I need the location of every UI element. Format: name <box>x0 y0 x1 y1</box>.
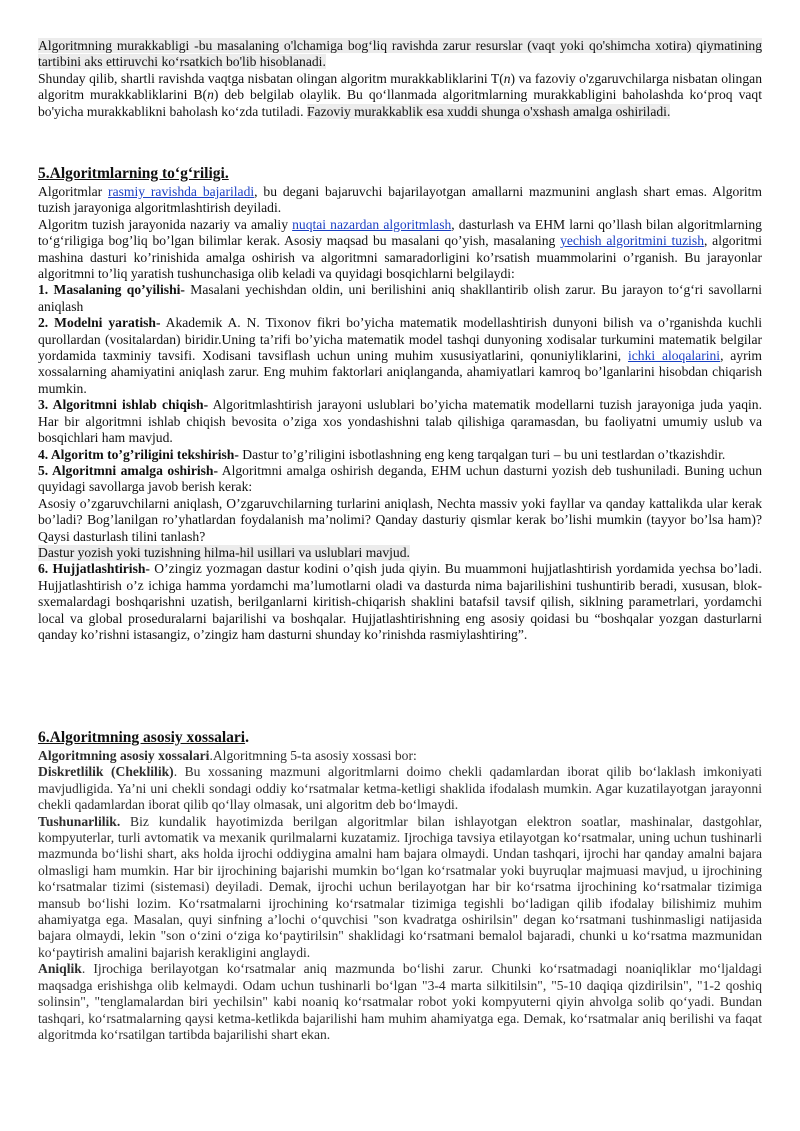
property-precision <box>38 961 762 1043</box>
step-4 <box>38 447 762 463</box>
step-5-note: Dastur yozish yoki tuzishning hilma-hil usillari va uslublari mavjud. <box>38 544 410 560</box>
step-3 <box>38 397 762 446</box>
s5-p2-text-c: , algoritmi mashina dasturi ko’rinishida amalga oshirish va algoritmni samaradorligini ko’rsatish muammolarini o’rganish. Bu jarayonlar algoritmni to’liq yaratish tushunchasiga olib keladi va quyidagi bosqichlarni belgilaydi: <box>38 233 762 282</box>
step-6 <box>38 561 762 643</box>
var-n-1: n <box>503 70 511 86</box>
s6-intro <box>38 748 762 764</box>
step-1 <box>38 282 762 315</box>
step-2-text-a: Akademik A. N. Tixonov fikri bo’yicha matematik modellashtirish dunyoni bilish va o’rganishda kuchli qurollardan (vositalardan) biridir.Uning ta’rifi bo’yicha matematik model tashqi dunyoning xodisalar turkumini matematik belgilar yordamida taxminiy tavsifi. Xodisani tavsiflash uchun uning muhim xususiyatlarini, qonuniyliklarini, <box>38 315 762 364</box>
step-1-title: 1. Masalaning qo’yilishi- <box>38 282 185 298</box>
link-nuqtai-nazardan-algoritmlash[interactable]: nuqtai nazardan algoritmlash <box>292 216 452 232</box>
step-3-title: 3. Algoritmni ishlab chiqish- <box>38 397 209 413</box>
step-5 <box>38 463 762 496</box>
s5-p2-text-a: Algoritm tuzish jarayonida nazariy va amaliy <box>38 216 293 232</box>
step-5-title: 5. Algoritmni amalga oshirish- <box>38 462 219 478</box>
s5-paragraph-1 <box>38 184 762 217</box>
intro-p2-text-b: ) va fazoviy o'zgaruvchilarga nisbatan olingan algoritm murakkabliklarini B( <box>38 70 762 103</box>
property-discreteness-title: Diskretlilik (Cheklilik) <box>38 764 174 780</box>
intro-p2-text-a: Shunday qilib, shartli ravishda vaqtga nisbatan olingan algoritm murakkabliklarini T( <box>38 70 504 86</box>
section-5-body <box>38 184 762 643</box>
step-3-text: Algoritmlashtirish jarayoni uslublari bo’yicha matematik modellarni tuzish jarayoniga juda yaqin. Har bir algoritmni ishlab chiqish bevosita o’ziga xos yondashishni talab qilishiga qaramasdan, bu faoliyatni umumiy uslub va bosqichlari ham mavjud. <box>38 397 762 446</box>
s5-p1-text-a: Algoritmlar <box>38 184 109 199</box>
property-discreteness-text: . Bu xossaning mazmuni algoritmlarni doimo chekli qadamlardan iborat qilib bo‘laklash imkoniyati mavjudligida. Ya’ni uni chekli sondagi oddiy ko‘rsatmalar ketma-ketligi shaklida ifodalash mumkin. Agar kuzatilayotgan jarayonni chekli qadamlardan iborat qilib qo‘llay olmasak, uni algoritm deb bo‘lmaydi. <box>38 764 762 813</box>
property-clarity-title: Tushunarlilik. <box>38 813 121 829</box>
step-6-title: 6. Hujjatlashtirish- <box>38 561 150 577</box>
intro-p2-text-c: ) deb belgilab olaylik. Bu qo‘llanmada algoritmlarning murakkabligini baholashda ko‘proq vaqt bo'yicha murakkablikni baholash ko‘zda tutiladi. <box>38 87 762 119</box>
complexity-definition: Algoritmning murakkabligi -bu masalaning o'lchamiga bog‘liq ravishda zarur resurslar (vaqt yoki qo'shimcha xotira) qiymatining tartibini aks ettiruvchi ko‘rsatkich bo'lib hisoblanadi. <box>38 38 762 70</box>
var-n-2: n <box>207 87 214 103</box>
step-4-text: Dastur to’g’riligini isbotlashning eng keng tarqalgan turi – bu uni testlardan o’tkazishdir. <box>238 446 726 462</box>
step-5-questions: Asosiy o’zgaruvchilarni aniqlash, O’zgaruvchilarning turlarini aniqlash, Nechta massiv yoki fayllar va qanday kattalikda ular kerak bo’ladi? Bog’lanilgan ro’yhatlardan foydalanish ma’nolimi? Qanday dasturiy qismlar kerak bo’lishi mumkin (tayyor bo’lsa ham)? Qaysi dasturlash tilini tanlash? <box>38 495 762 544</box>
property-clarity <box>38 814 762 962</box>
step-5-text: Algoritmni amalga oshirish deganda, EHM uchun dasturni yozish deb tushuniladi. Buning uchun quyidagi savollarga javob berish kerak: <box>38 462 762 495</box>
section-6-title: 6.Algoritmning asosiy xossalari <box>38 729 246 746</box>
link-rasmiy-ravishda-bajariladi[interactable]: rasmiy ravishda bajariladi <box>108 184 255 199</box>
s6-intro-text: .Algoritmning 5-ta asosiy xossasi bor: <box>209 748 417 763</box>
step-2-title: 2. Modelni yaratish- <box>38 315 161 331</box>
link-yechish-algoritmini-tuzish[interactable]: yechish algoritmini tuzish <box>560 233 704 249</box>
section-5-heading <box>38 164 762 184</box>
step-2-text-b: , ayrim xossalarning ahamiyatini aniqlash zarur. Eng muhim faktorlari aniqlanganda, ahamiyatlari kamroq bo’lganlarini hisobdan chiqarish mumkin. <box>38 348 762 396</box>
section-6-heading <box>38 728 762 748</box>
s5-paragraph-2 <box>38 217 762 283</box>
step-6-text: O’zingiz yozmagan dastur kodini o’qish juda qiyin. Bu muammoni hujjatlashtirish yordamida yechsa bo’ladi. Hujjatlashtirish o’z ichiga hamma yordamchi ma’lumotlarni oladi va dasturda nima bajarilishini tushuntirib beradi, xususan, blok-sxemalardagi boshqarishni uzatish, berilganlarni kiritish-chiqarish shaklini batafsil tavsif qilish, siklning parametrlari, yordamchi local va global proseduralarni bajarilishi va boshqalar. Hujjatlashtirishning eng asosiy qoidasi bu “boshqalar yozgan dasturlarni qanday ko’rishni istasangiz, o’zingiz ham dasturni shunday ko’rinishda rasmiylashtiring”. <box>38 561 762 642</box>
step-1-text: Masalani yechishdan oldin, uni berilishini aniq shakllantirib olish zarur. Bu jarayon to‘g‘ri savollarni aniqlash <box>38 282 762 314</box>
intro-paragraph-1 <box>38 38 762 71</box>
intro-paragraph-2 <box>38 71 762 120</box>
property-discreteness <box>38 764 762 813</box>
s5-p1-text-b: , bu degani bajaruvchi bajarilayotgan amallarni mazmunini anglash shart emas. Algoritm tuzish jarayoniga algoritmlashtirish deyiladi. <box>38 184 762 216</box>
property-precision-title: Aniqlik <box>38 961 82 977</box>
link-ichki-aloqalarini[interactable]: ichki aloqalarini <box>627 348 721 364</box>
section-5-title: 5.Algoritmlarning to‘g‘riligi. <box>38 165 229 182</box>
s5-p2-text-b: , dasturlash va EHM larni qo’llash bilan algoritmlarning to‘g‘riligiga bog’liq bo’lgan bilimlar kerak. Asosiy maqsad bu masalani qo’yish, masalaning <box>38 216 762 249</box>
s6-intro-bold: Algoritmning asosiy xossalari <box>38 748 210 763</box>
property-precision-text: . Ijrochiga berilayotgan ko‘rsatmalar aniq mazmunda bo‘lishi zarur. Chunki ko‘rsatmadagi noaniqliklar mo‘ljaldagi maqsadga erishishga olib kelmaydi. Odam uchun tushinarli bo‘lgan "3-4 marta silkitilsin", "5-10 daqiqa qizdirilsin", "1-2 qoshiq solinsin", "tenglamalardan biri yechilsin" kabi noaniq ko‘rsatmalar robot yoki kompyuterni qiyin ahvolga solib qo‘yadi. Bundan tashqari, ko‘rsatmalarning qaysi ketma-ketlikda bajarilishi ham muhim ahamiyatga ega. Demak, ko‘rsatmalar aniq berilishi va faqat algoritmda ko‘rsatilgan tartibda bajarilishi shart ekan. <box>38 961 762 1042</box>
property-clarity-text: Biz kundalik hayotimizda berilgan algoritmlar bilan ishlayotgan elektron soatlar, mashinalar, dastgohlar, kompyuterlar, turli avtomatik va mexanik qurilmalarni kuzatamiz. Ijrochiga tavsiya etilayotgan ko‘rsatmalar, uning uchun tushinarli mazmunda bo‘lishi shart, aks holda ijrochi oddiygina amalni ham bajara olmaydi. Undan tashqari, ijrochi har qanday amalni bajara olmasligi ham mumkin. Har bir ijrochining bajarishi mumkin bo‘lgan ko‘rsatmalar yoki buyruqlar majmuasi mavjud, u ijrochining ko‘rsatmalar tizimi (sistemasi) deyiladi. Demak, ijrochi uchun berilayotgan har bir ko‘rsatma ijrochining ko‘rsatmalar tizimiga mansub bo‘lishi lozim. Ko‘rsatmalarni ijrochining ko‘rsatmalar tizimiga tegishli bo‘ladigan qilib ifodalay bilishimiz muhim ahamiyatga ega. Masalan, quyi sinfning a’lochi o‘quvchisi "son kvadratga oshirilsin" degan ko‘rsatmani tushinmasligi natijasida bajara olmaydi, lekin "son o‘zini o‘ziga ko‘paytirilsin" shaklidagi ko‘rsatmani bemalol bajaradi, chunki u ko‘rsatma mazmunidan ko‘paytirish amalini bajarish kerakligini anglaydi. <box>38 813 762 960</box>
section-6-title-dot: . <box>245 729 249 746</box>
step-2 <box>38 315 762 397</box>
step-4-title: 4. Algoritm to’g’riligini tekshirish- <box>38 446 239 462</box>
section-6-body <box>38 748 762 1043</box>
intro-p2-text-d: Fazoviy murakkablik esa xuddi shunga o'xshash amalga oshiriladi. <box>306 103 671 119</box>
intro-block <box>38 38 762 120</box>
